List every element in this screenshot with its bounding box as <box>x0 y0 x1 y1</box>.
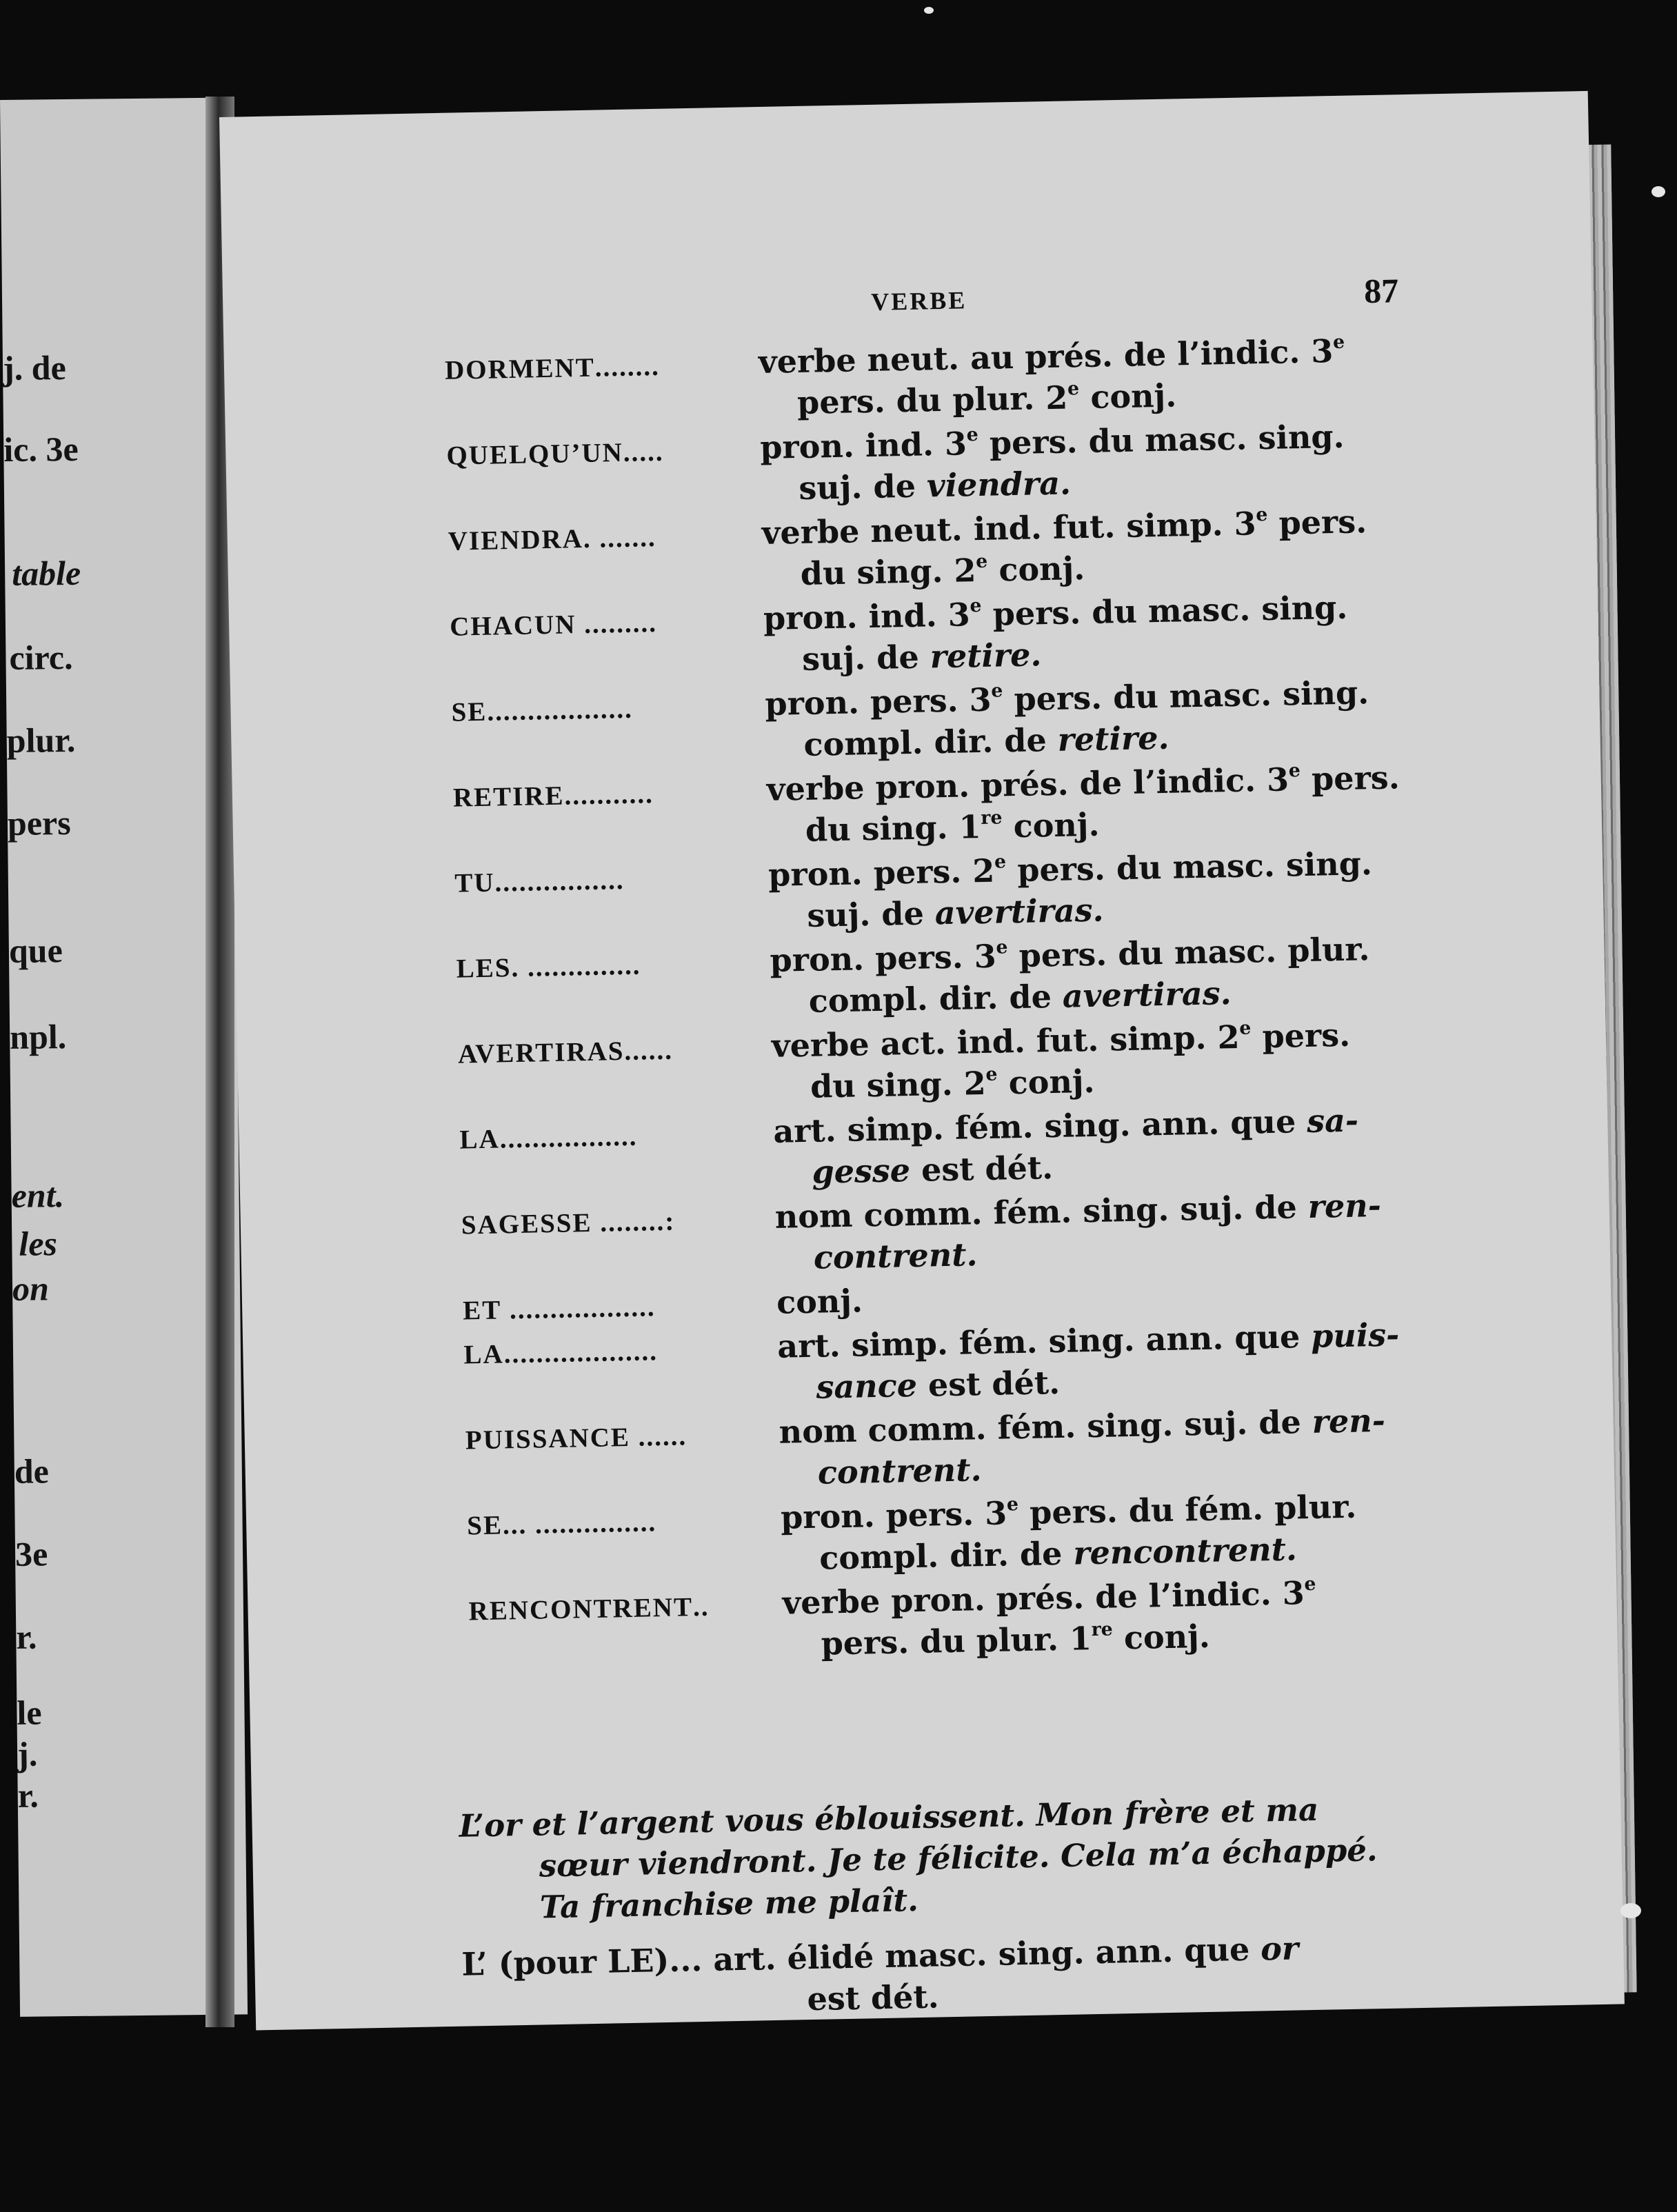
left-fragment: 3e <box>14 1534 48 1573</box>
entry-definition: verbe act. ind. fut. simp. 2e pers. du sing. 2e conj. <box>771 1016 1351 1105</box>
exercise-line: sœur viendront. Je te félicite. Cela m’a échappé. <box>539 1831 1378 1884</box>
entry-headword: PUISSANCE ...... <box>465 1421 687 1456</box>
entry-headword: SE... ............... <box>466 1507 657 1541</box>
final-headword: L’ (pour LE)... <box>461 1941 703 1983</box>
entry-definition: art. simp. fém. sing. ann. que sa- gesse est dét. <box>772 1101 1359 1191</box>
scan-speck <box>1620 1903 1641 1918</box>
left-fragment: les <box>19 1224 58 1263</box>
left-fragment: j. <box>17 1734 38 1773</box>
entry-headword: SE.................. <box>451 694 634 727</box>
left-fragment: r. <box>16 1617 37 1656</box>
entry-headword: CHACUN ......... <box>449 607 658 642</box>
entry-definition: verbe neut. ind. fut. simp. 3e pers. du sing. 2e conj. <box>761 503 1367 592</box>
entry-headword: VIENDRA. ....... <box>448 522 656 556</box>
final-entry <box>461 1924 1442 2026</box>
left-fragment: ic. 3e <box>3 429 79 469</box>
final-definition-line2: est dét. <box>807 1978 940 2018</box>
entry-definition: nom comm. fém. sing. suj. de ren- contrent. <box>779 1401 1386 1491</box>
entry-headword: ET .................. <box>462 1292 656 1326</box>
entry-definition: pron. pers. 3e pers. du masc. sing. compl. dir. de retire. <box>764 674 1369 763</box>
running-head: VERBE <box>870 286 967 316</box>
analysis-entries <box>444 329 1435 1674</box>
right-page <box>219 91 1625 2031</box>
entry-definition: verbe pron. prés. de l’indic. 3e pers. du plur. 1re conj. <box>781 1573 1316 1662</box>
left-fragment: r. <box>17 1776 39 1815</box>
left-fragment: npl. <box>9 1017 67 1056</box>
entry-headword: RENCONTRENT.. <box>468 1591 710 1627</box>
entry-definition: pron. ind. 3e pers. du masc. sing. suj. de viendra. <box>759 417 1345 507</box>
entry-row <box>468 1570 1435 1674</box>
entry-headword: RETIRE........... <box>452 779 654 813</box>
left-fragment: plur. <box>6 720 76 760</box>
left-fragment: que <box>8 931 63 970</box>
entry-headword: QUELQU’UN..... <box>446 436 664 471</box>
left-fragment: on <box>12 1269 50 1308</box>
entry-headword: LES. .............. <box>456 950 641 984</box>
entry-headword: DORMENT........ <box>444 351 661 385</box>
entry-definition: nom comm. fém. sing. suj. de ren- contrent. <box>774 1186 1382 1276</box>
entry-definition: conj. <box>776 1282 863 1321</box>
final-definition: art. élidé masc. sing. ann. que <box>712 1930 1261 1978</box>
left-fragment: le <box>17 1693 42 1732</box>
entry-definition: pron. pers. 3e pers. du fém. plur. compl. dir. de rencontrent. <box>780 1487 1357 1577</box>
entry-definition: pron. ind. 3e pers. du masc. sing. suj. de retire. <box>763 588 1348 678</box>
entry-definition: pron. pers. 2e pers. du masc. sing. suj. de avertiras. <box>767 845 1373 934</box>
exercise-sentences <box>459 1787 1440 1930</box>
entry-definition: pron. pers. 3e pers. du masc. plur. compl. dir. de avertiras. <box>770 930 1370 1020</box>
entry-definition: art. simp. fém. sing. ann. que puis- sance est dét. <box>776 1316 1400 1406</box>
scan-speck <box>924 7 934 14</box>
entry-headword: TU................ <box>454 865 625 898</box>
page-number: 87 <box>1363 271 1399 311</box>
entry-headword: LA................... <box>463 1336 659 1370</box>
left-fragment: pers <box>7 803 71 843</box>
entry-headword: LA................. <box>459 1121 638 1155</box>
left-fragment: circ. <box>9 637 73 677</box>
entry-definition: verbe pron. prés. de l’indic. 3e pers. du sing. 1re conj. <box>766 758 1400 849</box>
entry-headword: SAGESSE ........: <box>461 1206 676 1240</box>
left-fragment: j. de <box>2 348 67 388</box>
left-fragment: ent. <box>11 1176 65 1215</box>
entry-headword: AVERTIRAS...... <box>457 1035 674 1069</box>
exercise-line: L’or et l’argent vous éblouissent. Mon frère et ma <box>459 1791 1319 1844</box>
final-definition-italic: or <box>1260 1929 1299 1968</box>
entry-definition: verbe neut. au prés. de l’indic. 3e pers. du plur. 2e conj. <box>758 331 1345 421</box>
scan-speck <box>1651 186 1665 197</box>
left-fragment: de <box>14 1451 50 1491</box>
exercise-line: Ta franchise me plaît. <box>539 1882 919 1926</box>
left-fragment: table <box>11 553 81 593</box>
